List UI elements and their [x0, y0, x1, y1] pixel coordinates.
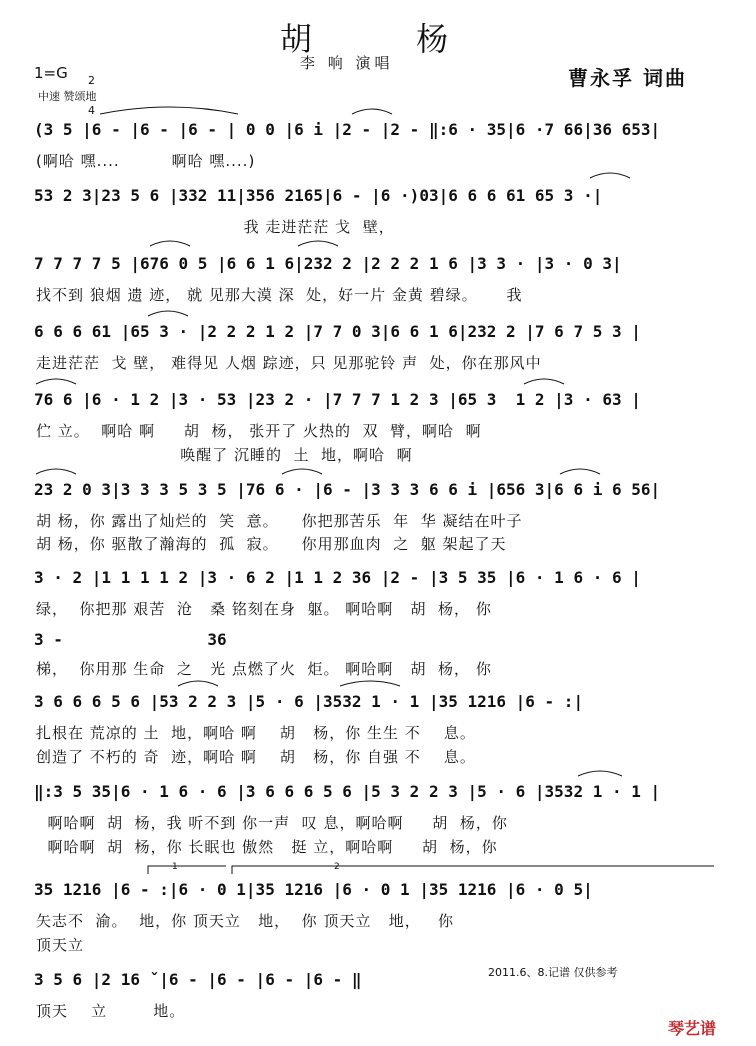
notation-row-2: 53 2 3|23 5 6 |332 11|356 2165|6 - |6 ·)03|6 6 6 61 65 3 ·|	[34, 186, 603, 205]
slur-9	[36, 469, 76, 474]
lyric-row-5a: 伫 立。 啊哈 啊 胡 杨， 张开了 火热的 双 臂，啊哈 啊	[36, 422, 482, 440]
volta-bracket-1	[148, 866, 226, 874]
slur-3	[590, 173, 630, 178]
lyric-row-2: 我 走进茫茫 戈 壁，	[36, 218, 395, 236]
volta-second: 2	[334, 862, 340, 872]
slur-6	[148, 311, 188, 316]
notation-row-9: 3 6 6 6 5 6 |53 2 2 3 |5 · 6 |3532 1 · 1 |35 1216 |6 - :|	[34, 692, 584, 711]
slur-10	[282, 469, 322, 474]
notation-row-3: 7 7 7 7 5 |676 0 5 |6 6 1 6|232 2 |2 2 2 1 6 |3 3 · |3 · 0 3|	[34, 254, 622, 273]
slur-7	[36, 379, 76, 384]
notation-row-11: 35 1216 |6 - :|6 · 0 1|35 1216 |6 · 0 1 |35 1216 |6 · 0 5|	[34, 880, 593, 899]
notation-row-1: (3 5 |6 - |6 - |6 - | 0 0 |6 i |2 - |2 - ‖:6 · 35|6 ·7 66|36 653|	[34, 120, 661, 139]
lyric-row-9b: 创造了 不朽的 奇 迹，啊哈 啊 胡 杨，你 自强 不 息。	[36, 748, 476, 766]
lyric-row-11b: 顶天立	[36, 936, 85, 954]
time-top: 2	[88, 74, 95, 87]
transcription-note: 2011.6、8.记谱 仅供参考	[488, 966, 618, 979]
singer-credit: 李 响 演唱	[300, 54, 394, 72]
notation-row-6: 23 2 0 3|3 3 3 5 3 5 |76 6 · |6 - |3 3 3 6 6 i |656 3|6 6 i 6 56|	[34, 480, 661, 499]
lyric-row-8: 梯， 你用那 生命 之 光 点燃了火 炬。 啊哈啊 胡 杨， 你	[36, 660, 492, 678]
notation-row-7: 3 · 2 |1 1 1 1 2 |3 · 6 2 |1 1 2 36 |2 - |3 5 35 |6 · 1 6 · 6 |	[34, 568, 641, 587]
composer-credit: 曹永孚 词曲	[568, 66, 687, 90]
lyric-row-6a: 胡 杨，你 露出了灿烂的 笑 意。 你把那苦乐 年 华 凝结在叶子	[36, 512, 523, 530]
slur-11	[560, 469, 600, 474]
notation-row-8: 3 - 36	[34, 630, 227, 649]
slur-2	[352, 109, 392, 114]
song-title: 胡 杨	[279, 20, 477, 58]
volta-first: 1	[172, 862, 178, 872]
notation-row-4: 6 6 6 61 |65 3 · |2 2 2 1 2 |7 7 0 3|6 6 1 6|232 2 |7 6 7 5 3 |	[34, 322, 641, 341]
notation-row-10: ‖:3 5 35|6 · 1 6 · 6 |3 6 6 6 5 6 |5 3 2 2 3 |5 · 6 |3532 1 · 1 |	[34, 782, 661, 801]
lyric-row-6b: 胡 杨，你 驱散了瀚海的 孤 寂。 你用那血肉 之 躯 架起了天	[36, 535, 507, 553]
slur-12	[178, 681, 218, 686]
lyric-row-9a: 扎根在 荒凉的 土 地，啊哈 啊 胡 杨，你 生生 不 息。	[36, 724, 476, 742]
site-logo: 琴艺谱	[668, 1019, 717, 1038]
slur-5	[298, 241, 338, 246]
time-bottom: 4	[88, 104, 95, 117]
volta-bracket-2	[232, 866, 714, 874]
notation-row-12: 3 5 6 |2 16 ˇ|6 - |6 - |6 - |6 - ‖	[34, 970, 362, 989]
lyric-row-5b: 唤醒了 沉睡的 土 地，啊哈 啊	[36, 446, 413, 464]
slur-13	[340, 681, 400, 686]
lyric-row-3: 找不到 狼烟 遗 迹， 就 见那大漠 深 处，好一片 金黄 碧绿。 我	[36, 286, 523, 304]
slur-14	[578, 771, 622, 776]
lyric-row-11a: 矢志不 渝。 地，你 顶天立 地， 你 顶天立 地， 你	[36, 912, 455, 930]
lyric-row-7: 绿， 你把那 艰苦 沧 桑 铭刻在身 躯。 啊哈啊 胡 杨， 你	[36, 600, 492, 618]
notation-row-5: 76 6 |6 · 1 2 |3 · 53 |23 2 · |7 7 7 1 2 3 |65 3 1 2 |3 · 63 |	[34, 390, 641, 409]
lyric-row-10a: 啊哈啊 胡 杨，我 听不到 你一声 叹 息，啊哈啊 胡 杨，你	[36, 814, 508, 832]
lyric-row-10b: 啊哈啊 胡 杨，你 长眠也 傲然 挺 立，啊哈啊 胡 杨，你	[36, 838, 498, 856]
slur-1	[100, 107, 238, 114]
lyric-row-4: 走进茫茫 戈 壁， 难得见 人烟 踪迹，只 见那驼铃 声 处，你在那风中	[36, 354, 542, 372]
slur-4	[150, 241, 190, 246]
key-signature: 1=G	[34, 64, 68, 82]
lyric-row-12: 顶天 立 地。	[36, 1002, 186, 1020]
lyric-row-1: (啊哈 嘿.... 啊哈 嘿....)	[36, 152, 256, 170]
tempo-marking: 中速 赞颂地	[38, 90, 97, 103]
slur-8	[524, 379, 564, 384]
